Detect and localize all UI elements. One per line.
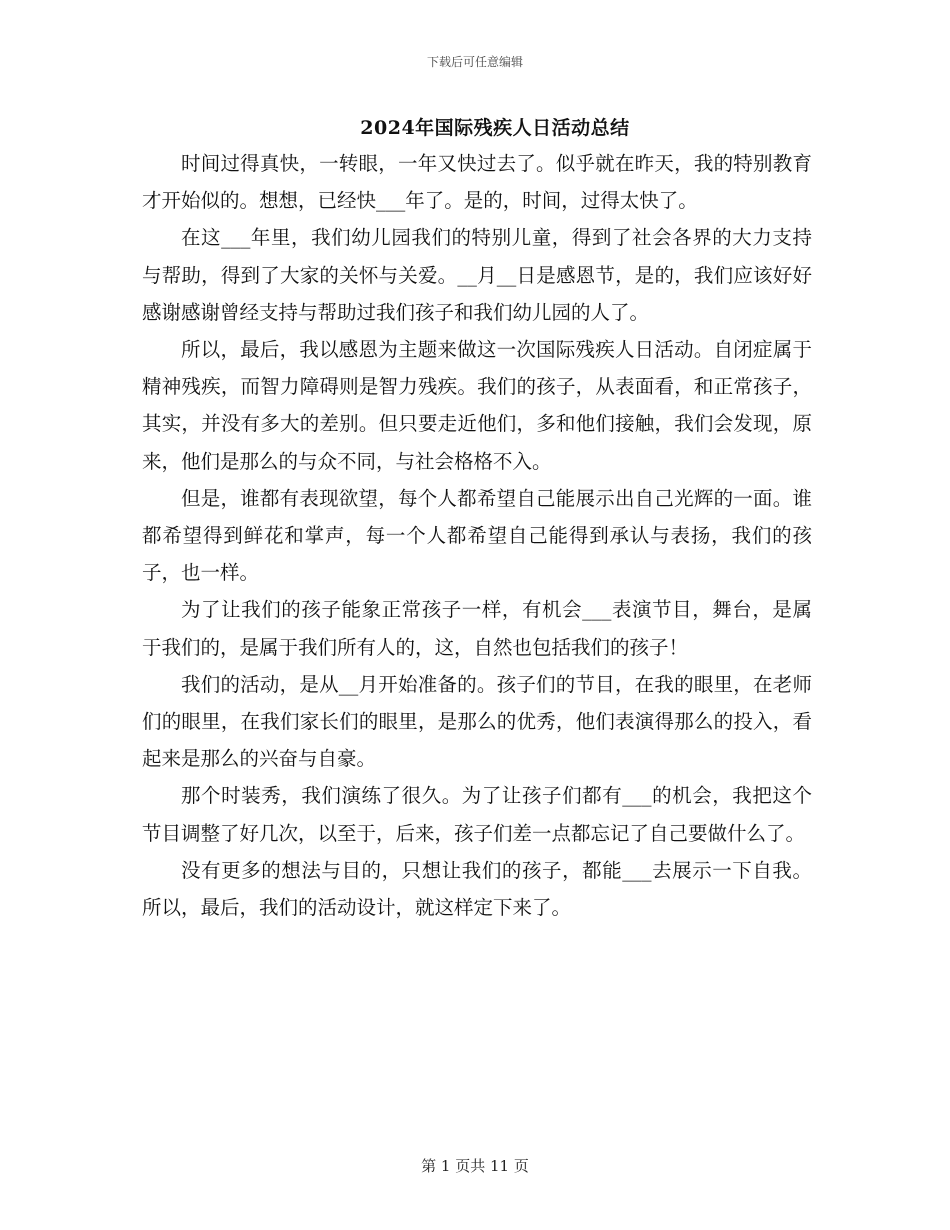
document-title: 2024年国际残疾人日活动总结 — [360, 117, 630, 139]
paragraph: 但是，谁都有表现欲望，每个人都希望自己能展示出自己光辉的一面。谁都希望得到鲜花和掌声，每一个人都希望自己能得到承认与表扬，我们的孩子，也一样。 — [142, 486, 812, 585]
paragraph: 所以，最后，我以感恩为主题来做这一次国际残疾人日活动。自闭症属于精神残疾，而智力障碍则是智力残疾。我们的孩子，从表面看，和正常孩子，其实，并没有多大的差别。但只要走近他们，多和他们接触，我们会发现，原来，他们是那么的与众不同，与社会格格不入。 — [142, 338, 812, 473]
paragraph: 在这___年里，我们幼儿园我们的特别儿童，得到了社会各界的大力支持与帮助，得到了大家的关怀与关爱。__月__日是感恩节，是的，我们应该好好感谢感谢曾经支持与帮助过我们孩子和我们幼儿园的人了。 — [142, 226, 812, 324]
paragraph: 为了让我们的孩子能象正常孩子一样，有机会___表演节目，舞台，是属于我们的，是属于我们所有人的，这，自然也包括我们的孩子！ — [142, 598, 812, 659]
document-body — [142, 145, 812, 926]
paragraph: 没有更多的想法与目的，只想让我们的孩子，都能___去展示一下自我。所以，最后，我们的活动设计，就这样定下来了。 — [142, 858, 812, 920]
paragraph: 那个时装秀，我们演练了很久。为了让孩子们都有___的机会，我把这个节目调整了好几次，以至于，后来，孩子们差一点都忘记了自己要做什么了。 — [142, 784, 812, 845]
header-note: 下载后可任意编辑 — [426, 55, 523, 69]
paragraph: 我们的活动，是从__月开始准备的。孩子们的节目，在我的眼里，在老师们的眼里，在我们家长们的眼里，是那么的优秀，他们表演得那么的投入，看起来是那么的兴奋与自豪。 — [142, 672, 812, 771]
page-number: 第 1 页共 11 页 — [421, 1157, 529, 1175]
paragraph: 时间过得真快，一转眼，一年又快过去了。似乎就在昨天，我的特别教育才开始似的。想想，已经快___年了。是的，时间，过得太快了。 — [142, 152, 812, 213]
